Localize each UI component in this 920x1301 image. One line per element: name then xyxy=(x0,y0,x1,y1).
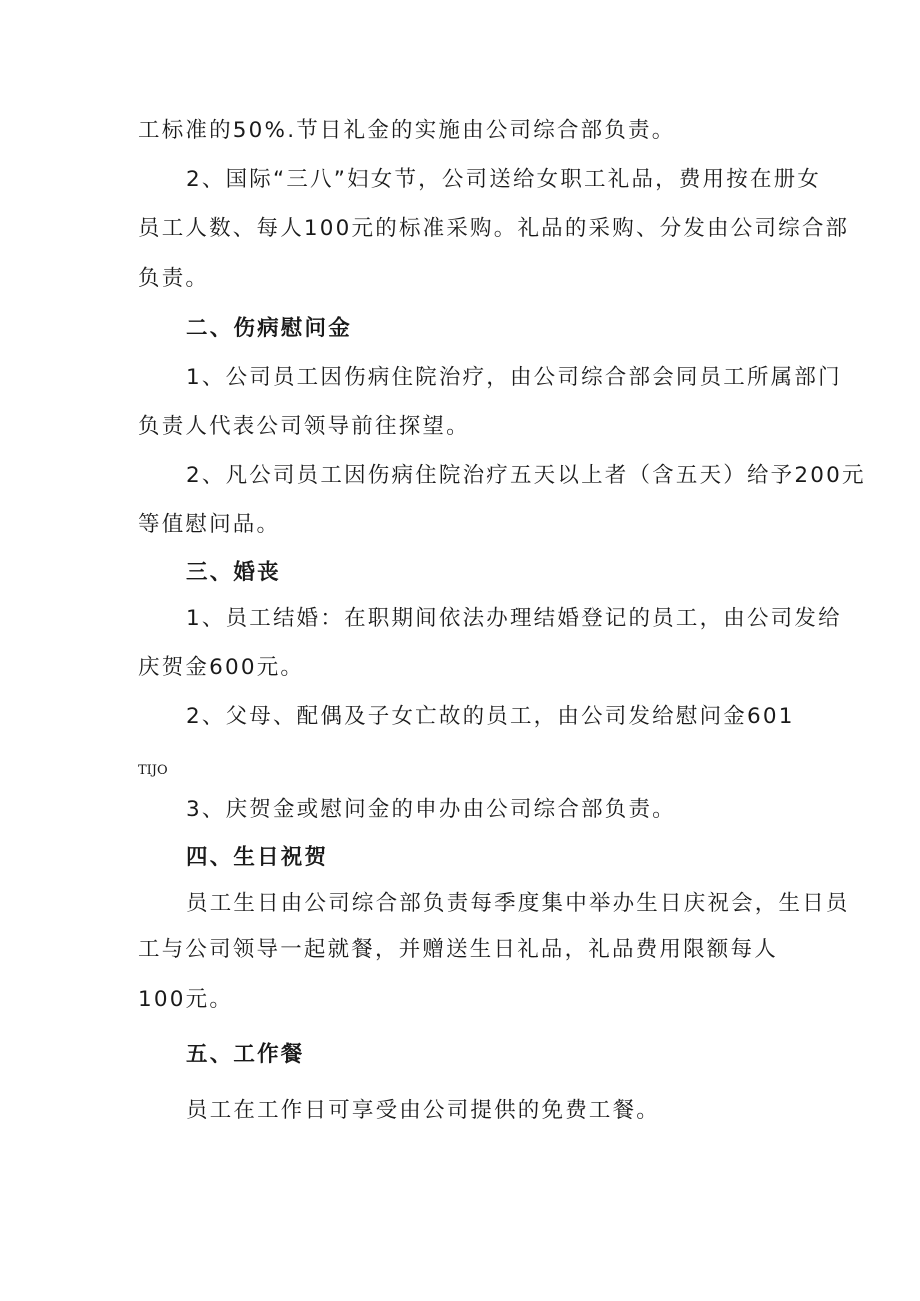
section-heading: 五、工作餐 xyxy=(186,1042,305,1067)
section-heading: 三、婚丧 xyxy=(186,560,281,585)
paragraph-line: 负责。 xyxy=(138,266,210,291)
paragraph-line: 等值慰问品。 xyxy=(138,512,281,537)
paragraph-line: 负责人代表公司领导前往探望。 xyxy=(138,414,470,439)
section-heading: 四、生日祝贺 xyxy=(186,845,329,870)
paragraph-line: 1、公司员工因伤病住院治疗，由公司综合部会同员工所属部门 xyxy=(186,365,842,390)
paragraph-line: 工标准的50%.节日礼金的实施由公司综合部负责。 xyxy=(138,118,676,143)
paragraph-line: 2、父母、配偶及子女亡故的员工，由公司发给慰问金601 xyxy=(186,704,795,729)
paragraph-line: 2、国际“三八”妇女节，公司送给女职工礼品，费用按在册女 xyxy=(186,167,822,192)
ocr-fragment: TIJO xyxy=(138,763,168,778)
paragraph-line: 1、员工结婚：在职期间依法办理结婚登记的员工，由公司发给 xyxy=(186,606,842,631)
paragraph-line: 员工生日由公司综合部负责每季度集中举办生日庆祝会，生日员 xyxy=(186,891,850,916)
paragraph-line: 员工在工作日可享受由公司提供的免费工餐。 xyxy=(186,1098,661,1123)
paragraph-line: 员工人数、每人100元的标准采购。礼品的采购、分发由公司综合部 xyxy=(138,216,850,241)
section-heading: 二、伤病慰问金 xyxy=(186,316,352,341)
paragraph-line: 3、庆贺金或慰问金的申办由公司综合部负责。 xyxy=(186,797,676,822)
paragraph-line: 100元。 xyxy=(138,987,234,1012)
paragraph-line: 工与公司领导一起就餐，并赠送生日礼品，礼品费用限额每人 xyxy=(138,937,778,962)
paragraph-line: 庆贺金600元。 xyxy=(138,655,305,680)
paragraph-line: 2、凡公司员工因伤病住院治疗五天以上者（含五天）给予200元 xyxy=(186,463,866,488)
